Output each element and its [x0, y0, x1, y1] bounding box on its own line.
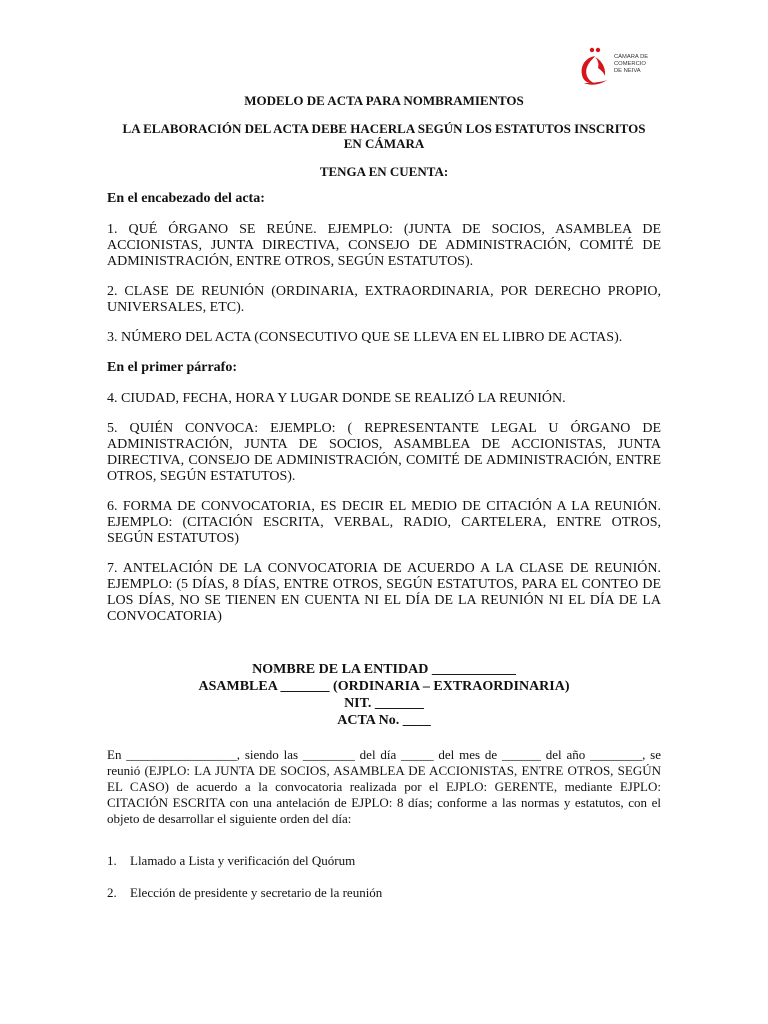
list-item-number: 2.: [107, 885, 117, 900]
instruction-item: 1. QUÉ ÓRGANO SE REÚNE. EJEMPLO: (JUNTA DE SOCIOS, ASAMBLEA DE ACCIONISTAS, JUNTA DIRECTIVA, CONSEJO DE ADMINISTRACIÓN, COMITÉ DE ADMINISTRACIÓN, ENTRE OTROS, SEGÚN ESTATUTOS).: [107, 222, 661, 269]
list-item-text: Llamado a Lista y verificación del Quórum: [130, 853, 356, 868]
first-paragraph-heading: En el primer párrafo:: [107, 360, 237, 375]
list-item-text: Elección de presidente y secretario de la reunión: [130, 885, 383, 900]
document-instruction: LA ELABORACIÓN DEL ACTA DEBE HACERLA SEGÚN LOS ESTATUTOS INSCRITOS EN CÁMARA: [122, 121, 646, 151]
minutes-opening-paragraph: En _________________, siendo las ________ del día _____ del mes de ______ del año ________, se reunió (EJPLO: LA JUNTA DE SOCIOS, ASAMBLEA DE ACCIONISTAS, ENTRE OTROS, SEGÚN EL CASO) de acuerdo a la convocatoria realizada por el EJPLO: GERENTE, mediante EJPLO: CITACIÓN ESCRITA con una antelación de EJPLO: 8 días; conforme a las normas y estatutos, con el objeto de desarrollar el siguiente orden del día:: [107, 747, 661, 826]
instruction-item: 2. CLASE DE REUNIÓN (ORDINARIA, EXTRAORDINARIA, POR DERECHO PROPIO, UNIVERSALES, ETC).: [107, 284, 661, 315]
acta-number-line: ACTA No. ____: [337, 713, 431, 728]
agenda-list: [107, 853, 661, 901]
list-item-number: 1.: [107, 853, 117, 868]
instruction-item: 6. FORMA DE CONVOCATORIA, ES DECIR EL MEDIO DE CITACIÓN A LA REUNIÓN. EJEMPLO: (CITACIÓN ESCRITA, VERBAL, RADIO, CARTELERA, ENTRE OTROS, SEGÚN ESTATUTOS): [107, 499, 661, 546]
assembly-line: ASAMBLEA _______ (ORDINARIA – EXTRAORDINARIA): [198, 679, 570, 694]
note-heading: TENGA EN CUENTA:: [319, 164, 449, 179]
logo-line: CÁMARA DE: [614, 54, 649, 60]
instruction-item: 4. CIUDAD, FECHA, HORA Y LUGAR DONDE SE REALIZÓ LA REUNIÓN.: [107, 391, 566, 406]
chamber-logo-icon: [575, 46, 611, 86]
header-section-heading: En el encabezado del acta:: [107, 191, 265, 206]
chamber-logo-text: [614, 54, 648, 75]
instruction-item: 3. NÚMERO DEL ACTA (CONSECUTIVO QUE SE LLEVA EN EL LIBRO DE ACTAS).: [107, 330, 623, 345]
logo-line: DE NEIVA: [614, 68, 641, 74]
chamber-logo: [575, 46, 665, 88]
instruction-item: 7. ANTELACIÓN DE LA CONVOCATORIA DE ACUERDO A LA CLASE DE REUNIÓN. EJEMPLO: (5 DÍAS, 8 DÍAS, ENTRE OTROS, SEGÚN ESTATUTOS, PARA EL CONTEO DE LOS DÍAS, NO SE TIENEN EN CUENTA NI EL DÍA DE LA REUNIÓN NI EL DÍA DE LA CONVOCATORIA): [107, 561, 661, 624]
nit-line: NIT. _______: [344, 696, 424, 711]
list-item: [107, 885, 661, 901]
entity-name-line: NOMBRE DE LA ENTIDAD ____________: [252, 662, 516, 677]
document-content: [107, 93, 661, 901]
entity-header: [107, 661, 661, 729]
list-item: [107, 853, 661, 869]
document-title: MODELO DE ACTA PARA NOMBRAMIENTOS: [244, 93, 524, 108]
instruction-item: 5. QUIÉN CONVOCA: EJEMPLO: ( REPRESENTANTE LEGAL U ÓRGANO DE ADMINISTRACIÓN, JUNTA DE SOCIOS, ASAMBLEA DE ACCIONISTAS, JUNTA DIRECTIVA, CONSEJO DE ADMINISTRACIÓN, COMITÉ DE ADMINISTRACIÓN, ENTRE OTROS, SEGÚN ESTATUTOS).: [107, 421, 661, 484]
logo-line: COMERCIO: [614, 61, 646, 67]
